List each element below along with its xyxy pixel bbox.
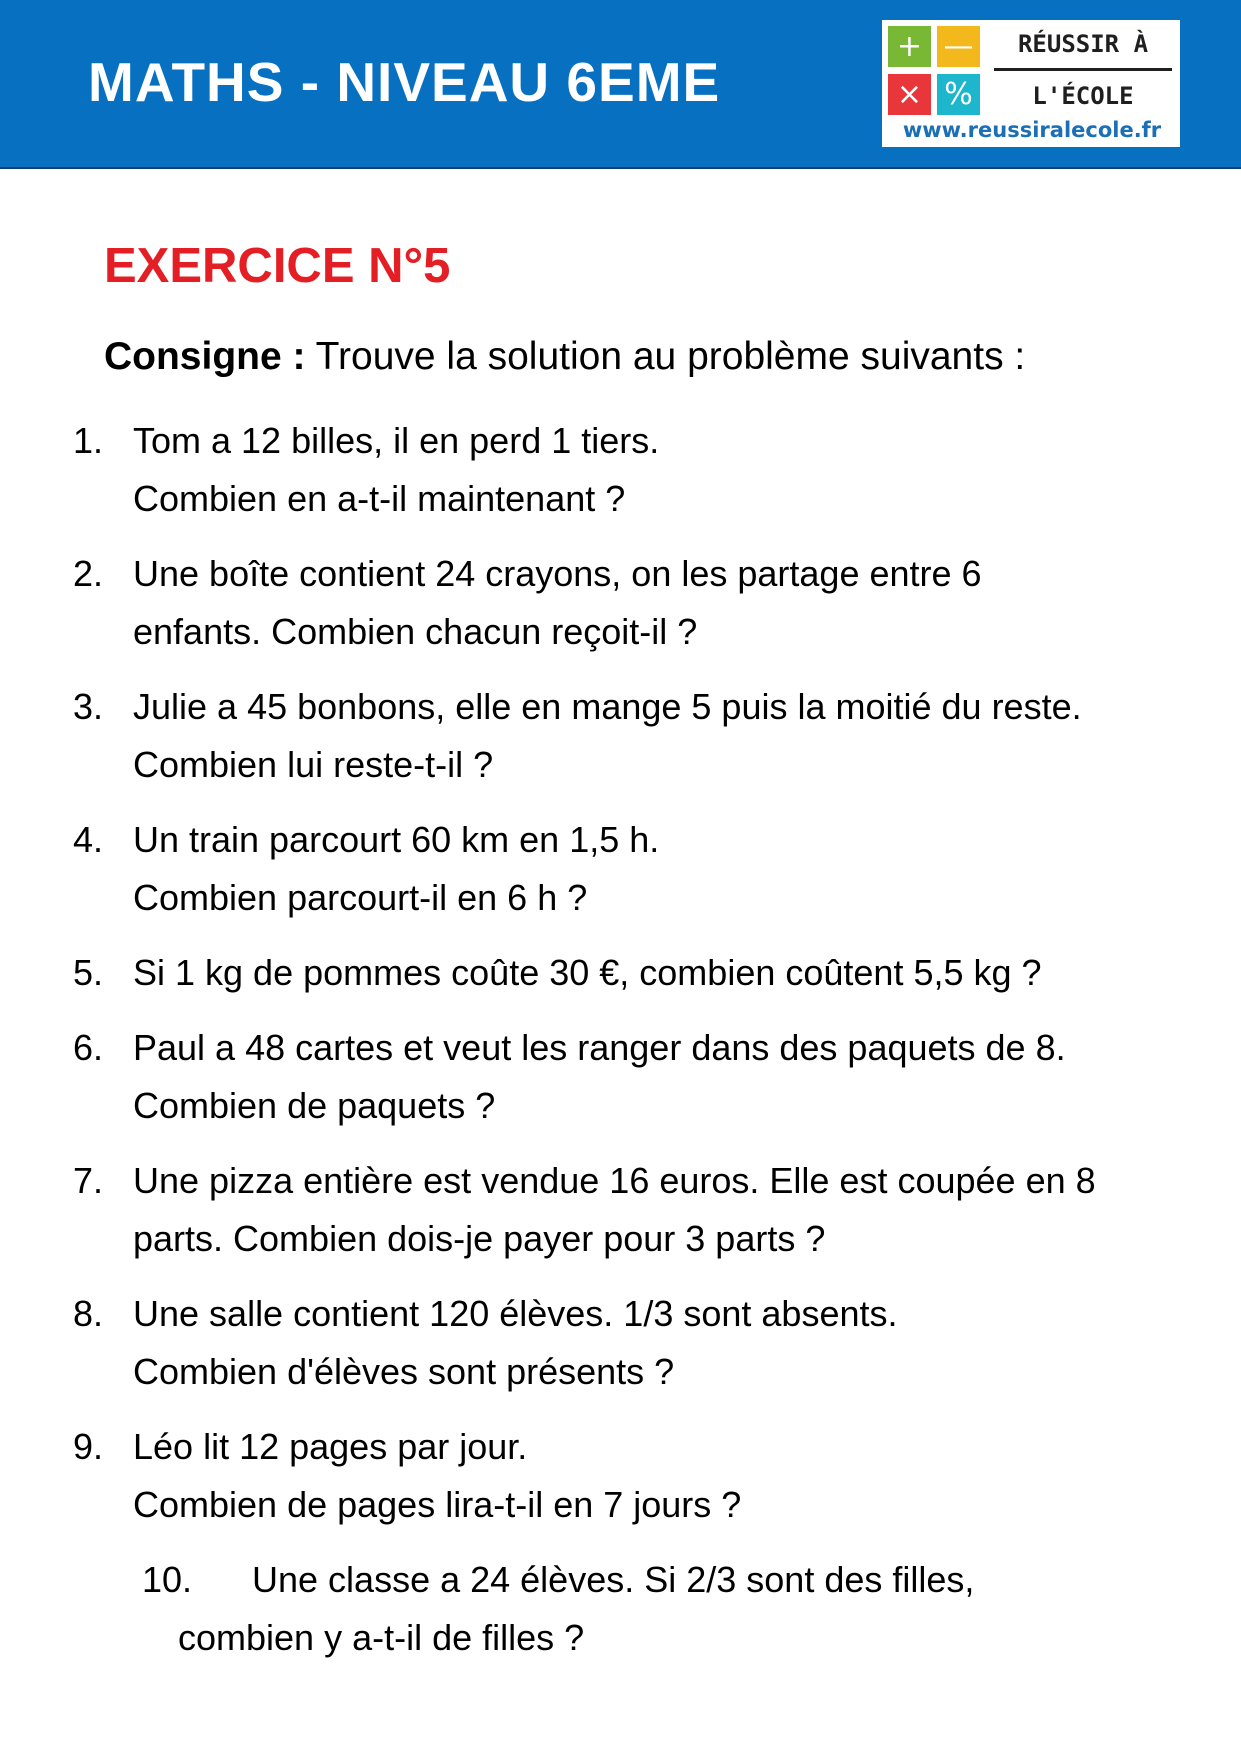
problem-number: 7. <box>73 1160 104 1201</box>
problem-text <box>133 1285 1193 1401</box>
times-icon: × <box>888 74 931 115</box>
problem-line: Combien d'élèves sont présents ? <box>133 1351 675 1392</box>
problem-text <box>178 1551 1238 1667</box>
problem-text <box>133 944 1193 1002</box>
exercise-title: EXERCICE N°5 <box>104 239 451 293</box>
problem-line: Une classe a 24 élèves. Si 2/3 sont des filles, <box>252 1559 975 1600</box>
problem-line: Julie a 45 bonbons, elle en mange 5 puis la moitié du reste. <box>133 686 1082 727</box>
percent-icon: % <box>937 74 980 115</box>
problem-number: 8. <box>73 1293 104 1334</box>
problem-line: parts. Combien dois-je payer pour 3 parts ? <box>133 1218 826 1259</box>
problem-text <box>133 1418 1193 1534</box>
problem-text <box>133 412 1193 528</box>
problem-text <box>133 811 1193 927</box>
problem-line: combien y a-t-il de filles ? <box>178 1617 585 1658</box>
page-title: MATHS - NIVEAU 6EME <box>88 51 721 113</box>
problem-number: 3. <box>73 686 104 727</box>
problem-line: Une pizza entière est vendue 16 euros. Elle est coupée en 8 <box>133 1160 1096 1201</box>
problem-line: Paul a 48 cartes et veut les ranger dans des paquets de 8. <box>133 1027 1066 1068</box>
problem-line: Une salle contient 120 élèves. 1/3 sont absents. <box>133 1293 898 1334</box>
plus-icon: + <box>888 26 931 67</box>
problem-text <box>133 1019 1193 1135</box>
problem-line: enfants. Combien chacun reçoit-il ? <box>133 611 698 652</box>
problem-line: Combien en a-t-il maintenant ? <box>133 478 626 519</box>
problem-line: Combien lui reste-t-il ? <box>133 744 494 785</box>
problem-line: Combien de pages lira-t-il en 7 jours ? <box>133 1484 742 1525</box>
problem-number: 6. <box>73 1027 104 1068</box>
problem-line: Un train parcourt 60 km en 1,5 h. <box>133 819 660 860</box>
minus-icon: — <box>937 26 980 67</box>
problem-line: Léo lit 12 pages par jour. <box>133 1426 528 1467</box>
problem-number: 1. <box>73 420 104 461</box>
problem-line: Combien parcourt-il en 6 h ? <box>133 877 588 918</box>
problem-line: Si 1 kg de pommes coûte 30 €, combien coûtent 5,5 kg ? <box>133 952 1042 993</box>
problem-number: 9. <box>73 1426 104 1467</box>
instruction-label: Consigne : <box>104 335 306 378</box>
logo-brand-bottom: L'ÉCOLE <box>1032 82 1134 110</box>
problem-number: 5. <box>73 952 104 993</box>
problem-line: Combien de paquets ? <box>133 1085 496 1126</box>
logo-url: www.reussiralecole.fr <box>902 118 1162 142</box>
problem-number: 4. <box>73 819 104 860</box>
problem-line: Tom a 12 billes, il en perd 1 tiers. <box>133 420 660 461</box>
instruction-text: Trouve la solution au problème suivants : <box>315 335 1026 378</box>
problem-line: Une boîte contient 24 crayons, on les partage entre 6 <box>133 553 982 594</box>
problem-text <box>133 678 1193 794</box>
problem-number: 2. <box>73 553 104 594</box>
problem-text <box>133 1152 1193 1268</box>
logo-brand-top: RÉUSSIR À <box>1017 30 1149 58</box>
problem-text <box>133 545 1193 661</box>
problem-number: 10. <box>142 1559 193 1600</box>
